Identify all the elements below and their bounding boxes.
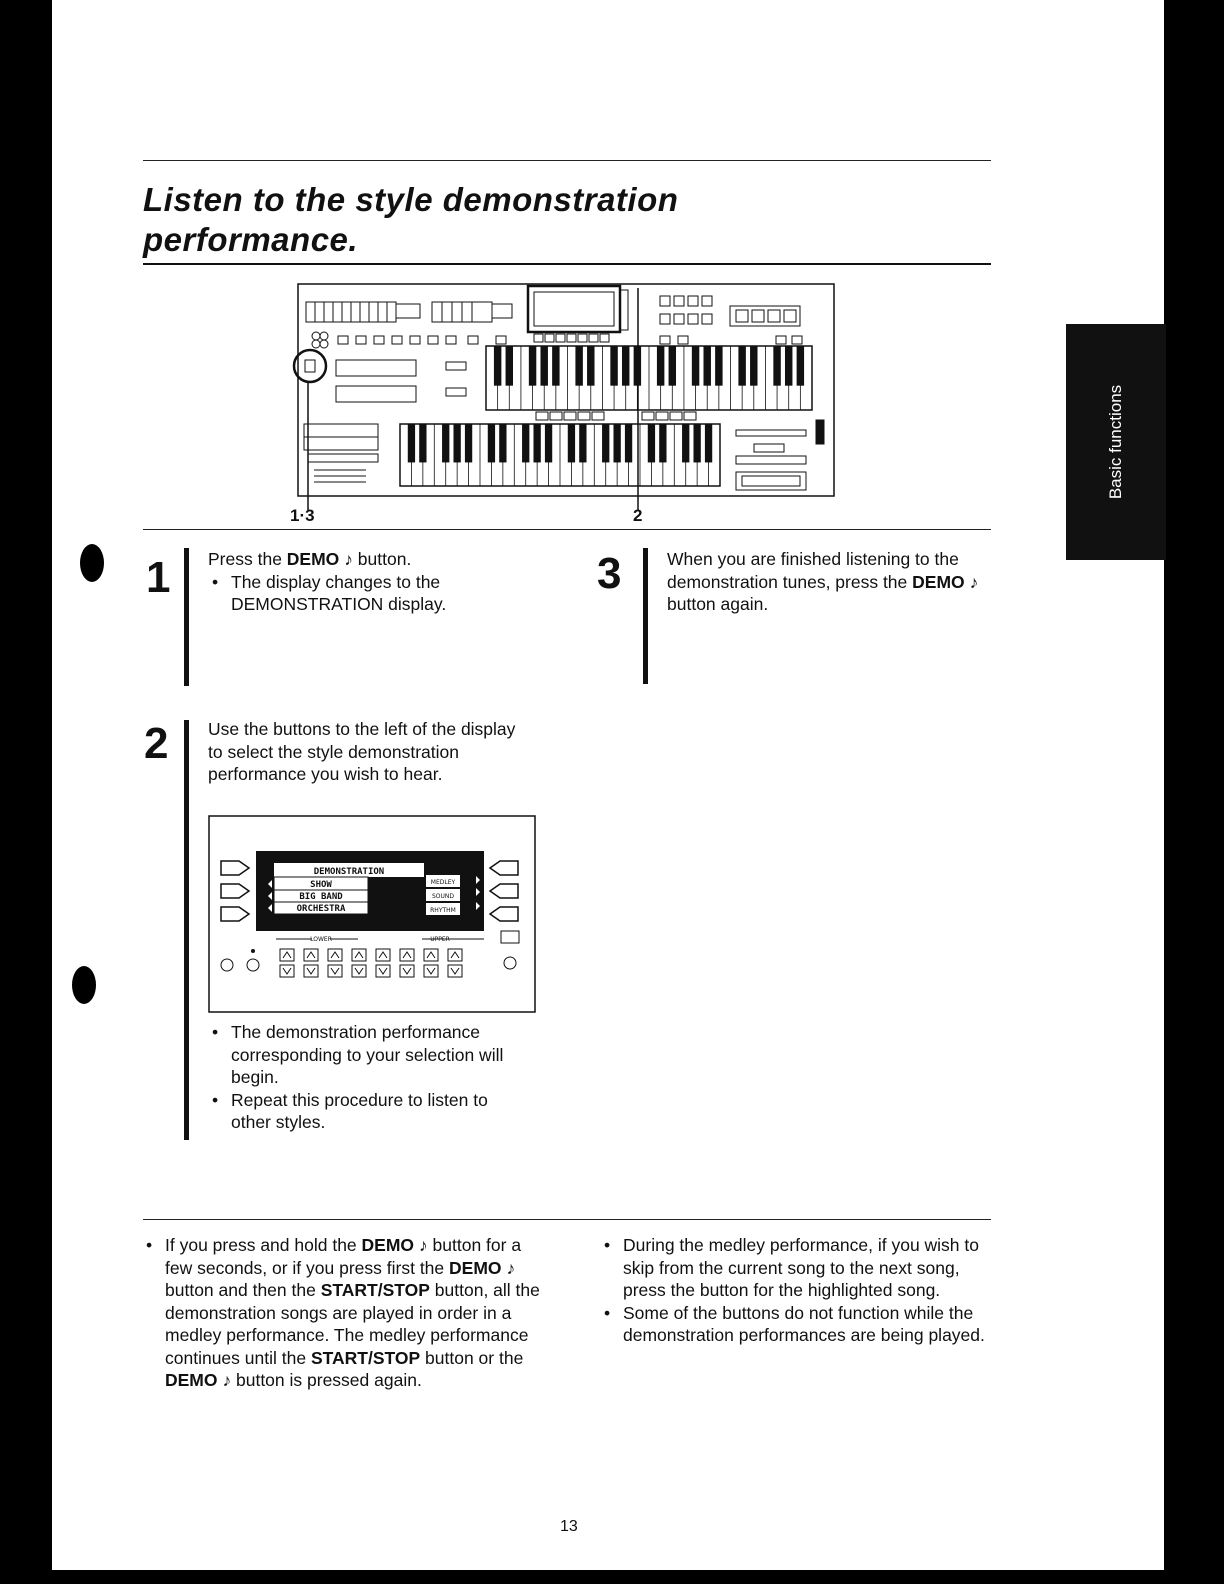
note-icon: ♪ [222,1370,232,1390]
scan-edge-bottom [0,1570,1224,1584]
black-key [552,346,559,386]
step-1-bar [184,548,189,686]
note-icon: ♪ [506,1257,516,1278]
step-2-bullets [208,1021,528,1134]
step-3-bar [643,548,648,684]
note-icon: ♪ [969,571,979,592]
display-header: DEMONSTRATION [313,867,385,877]
black-key [442,424,449,462]
step-2-text: Use the buttons to the left of the display to select the style demonstration performance you wish to hear. [208,719,516,784]
notes-left [142,1234,542,1392]
start-stop-button-label: START/STOP [320,1280,430,1300]
step-2-bullet-2: • Repeat this procedure to listen to other styles. [208,1089,528,1134]
page-title [143,180,843,260]
black-key [703,346,710,386]
note-medley [142,1234,542,1392]
display-label-medley: MEDLEY [430,879,456,886]
step-1-text-b: button. [352,549,412,569]
start-stop-button-label: START/STOP [310,1347,421,1368]
black-key [715,346,722,386]
black-key [625,424,632,462]
black-key [506,346,513,386]
step-2-number: 2 [144,719,169,768]
section-rule [143,529,991,530]
binder-hole-dot [80,544,104,582]
step-2-bar [184,720,189,1140]
black-key [738,346,745,386]
demo-button-label: DEMO [361,1235,415,1255]
note-medley-part: button and then the [165,1280,321,1300]
demo-button-label: DEMO [449,1257,502,1278]
display-item-big-band: BIG BAND [299,892,343,902]
black-key [408,424,415,462]
black-key [705,424,712,462]
scan-edge-right [1164,0,1224,1584]
note-icon: ♪ [418,1235,428,1255]
notes-rule [143,1219,991,1220]
black-key [494,346,501,386]
demo-button-label: DEMO [165,1370,218,1390]
upper-label: UPPER [430,936,450,943]
demo-button-label: DEMO [912,571,965,592]
note-medley-part: If you press and hold the [165,1235,362,1255]
black-key [499,424,506,462]
title-line-2: performance. [143,221,359,258]
lower-label: LOWER [310,936,332,943]
step-3-text-a: When you are finished listening to the demonstration tunes, press the [667,549,959,592]
black-key [533,424,540,462]
callout-label-display-buttons: 2 [633,506,643,525]
title-line-1: Listen to the style demonstration [143,181,679,218]
black-key [602,424,609,462]
black-key [692,346,699,386]
step-1-text [208,548,548,616]
black-key [657,346,664,386]
note-buttons-disabled: • Some of the buttons do not function while the demonstration performances are being played. [600,1302,990,1347]
black-key [682,424,689,462]
note-medley-part: button, all the demonstration songs are played in order in a medley performance. The medley performance continues until the [165,1280,540,1368]
black-key [797,346,804,386]
black-key [773,346,780,386]
black-key [419,424,426,462]
step-1-text-a: Press the [208,549,287,569]
step-1-bullet: • The display changes to the DEMONSTRATION display. [208,571,548,616]
display-label-rhythm: RHYTHM [430,907,456,914]
demo-button-label: DEMO [286,549,340,569]
display-label-sound: SOUND [431,893,455,900]
notes-right [600,1234,990,1347]
note-icon: ♪ [344,549,353,569]
black-key [579,424,586,462]
black-key [465,424,472,462]
black-key [568,424,575,462]
top-rule [143,160,991,161]
black-key [453,424,460,462]
title-underline [143,263,991,265]
display-item-show: SHOW [310,880,332,890]
page-number: 13 [560,1518,578,1535]
black-key [750,346,757,386]
note-medley-part: button is pressed again. [231,1370,422,1390]
black-key [529,346,536,386]
black-key [613,424,620,462]
step-2-bullet-1: • The demonstration performance corresponding to your selection will begin. [208,1021,528,1089]
step-3-number: 3 [597,549,622,598]
black-key [488,424,495,462]
black-key [648,424,655,462]
scan-edge-left [0,0,52,1584]
demonstration-display-illustration [208,815,536,1013]
black-key [545,424,552,462]
note-medley-part: button for a few seconds, or if you press first the [165,1235,522,1278]
black-key [659,424,666,462]
section-tab [1066,324,1166,560]
note-skip-song: • During the medley performance, if you wish to skip from the current song to the next song, press the button for the highlighted song. [600,1234,990,1302]
note-medley-part: button or the [420,1347,524,1368]
display-item-orchestra: ORCHESTRA [296,904,346,914]
black-key [522,424,529,462]
step-3-text [667,548,987,616]
callout-label-demo: 1·3 [290,506,315,525]
binder-hole-dot [72,966,96,1004]
black-key [785,346,792,386]
black-key [693,424,700,462]
black-key [587,346,594,386]
black-key [669,346,676,386]
step-1-number: 1 [146,553,171,602]
step-3-text-b: button again. [667,594,769,614]
section-tab-label: Basic functions [1106,384,1125,500]
black-key [610,346,617,386]
keyboard-panel-illustration [280,278,850,530]
black-key [540,346,547,386]
black-key [575,346,582,386]
black-key [622,346,629,386]
